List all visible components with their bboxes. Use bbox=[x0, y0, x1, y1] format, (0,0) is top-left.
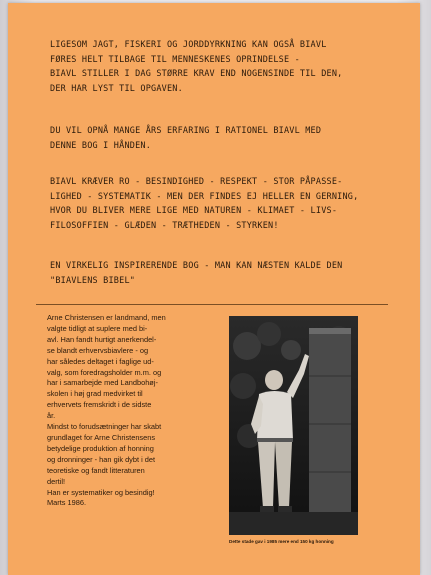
intro-paragraph-2: DU VIL OPNÅ MANGE ÅRS ERFARING I RATIONEL BIAVL MED DENNE BOG I HÅNDEN. bbox=[50, 126, 322, 151]
author-photo bbox=[229, 316, 358, 535]
photo-caption: Dette stade gav i 1985 mere end 150 kg honning bbox=[229, 539, 334, 544]
intro-paragraph-1: LIGESOM JAGT, FISKERI OG JORDDYRKNING KAN OGSÅ BIAVL FØRES HELT TILBAGE TIL MENNESKENES OPRINDELSE - BIAVL STILLER I DAG STØRRE KRAV END NOGENSINDE TIL DEN, DER HAR LYST TIL OPGAVEN. bbox=[50, 40, 343, 94]
section-divider bbox=[36, 304, 388, 305]
author-bio: Arne Christensen er landmand, men valgte tidligt at suplere med bi- avl. Han fandt hurtigt anerkendel- se blandt erhvervsbiavlere - og har således deltaget i faglige ud- valg, som foredragsholder m.m. og har i samarbejde med Landbohøj- skolen i høj grad medvirket til erhvervets fremskridt i de sidste år. Mindst to forudsætninger har skabt grundlaget for Arne Christensens betydelige produktion af honning og dronninger - han gik dybt i det teoretiske og fandt litteraturen dertil! Han er systematiker og besindig! Marts 1986. bbox=[47, 313, 166, 508]
beekeeper-photo-illustration bbox=[229, 316, 358, 535]
intro-paragraph-3: BIAVL KRÆVER RO - BESINDIGHED - RESPEKT - STOR PÅPASSE- LIGHED - SYSTEMATIK - MEN DER FINDES EJ HELLER EN GERNING, HVOR DU BLIVER MERE LIGE MED NATUREN - KLIMAET - LIVS- FILOSOFFIEN - GLÆDEN - TRÆTHEDEN - STYRKEN! bbox=[50, 177, 359, 231]
intro-paragraph-4: EN VIRKELIG INSPIRERENDE BOG - MAN KAN NÆSTEN KALDE DEN "BIAVLENS BIBEL" bbox=[50, 261, 343, 286]
